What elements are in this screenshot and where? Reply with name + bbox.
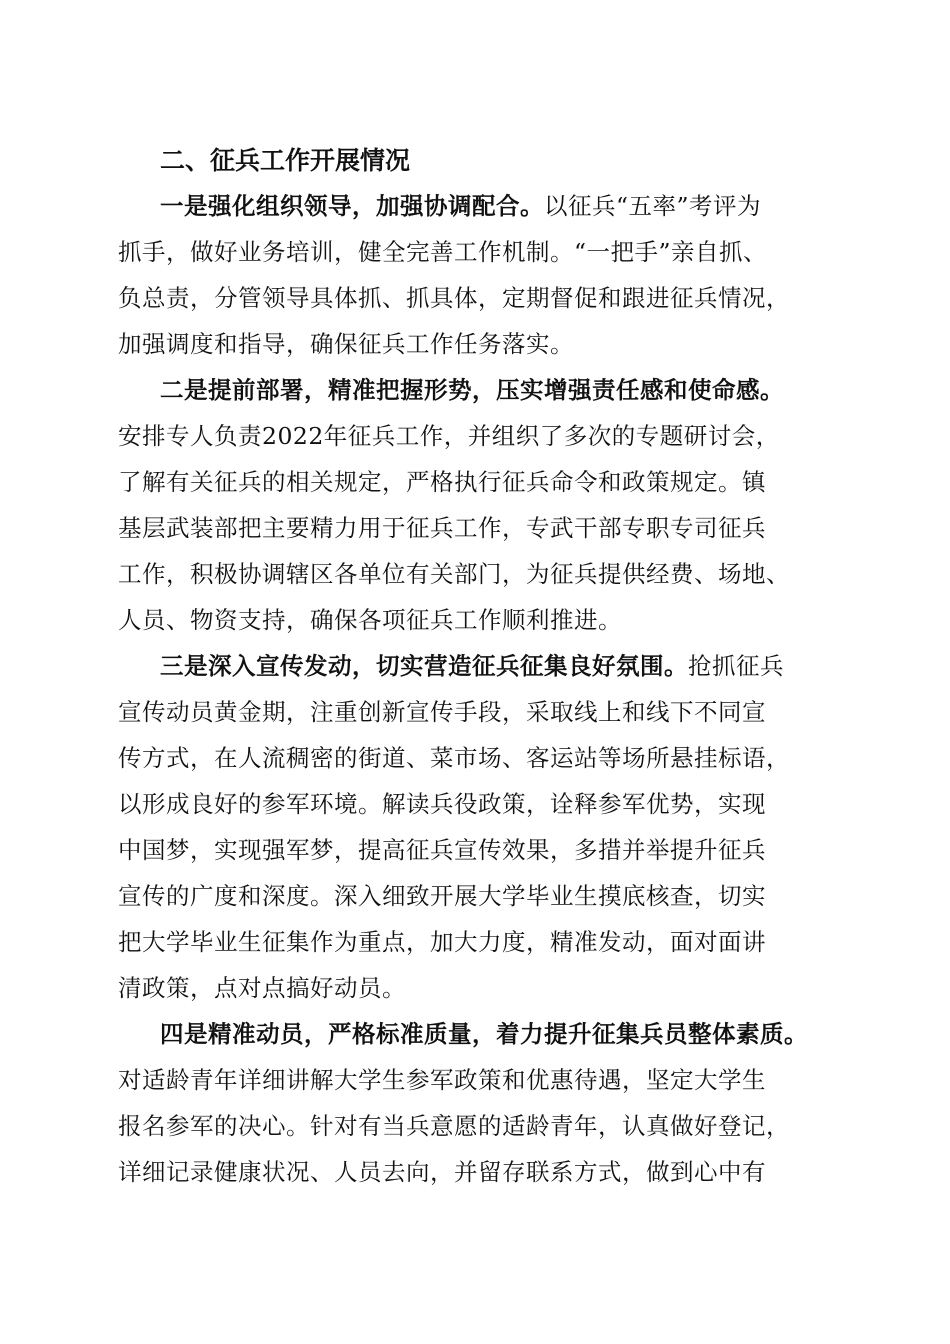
paragraph-1-text: 以征兵“五率”考评为 [544,192,762,220]
paragraph-4-line-4: 详细记录健康状况、人员去向，并留存联系方式，做到心中有 [118,1158,766,1186]
paragraph-4-line-3: 报名参军的决心。针对有当兵意愿的适龄青年，认真做好登记， [118,1112,790,1140]
paragraph-4-line-1 [160,1014,880,1054]
paragraph-2-lead: 二是提前部署，精准把握形势，压实增强责任感和使命感。 [160,376,784,404]
paragraph-1-line-4: 加强调度和指导，确保征兵工作任务落实。 [118,330,574,358]
paragraph-3-line-2: 宣传动员黄金期，注重创新宣传手段，采取线上和线下不同宣 [118,698,766,726]
paragraph-3-line-7: 把大学毕业生征集作为重点，加大力度，精准发动，面对面讲 [118,928,766,956]
paragraph-2-line-3: 了解有关征兵的相关规定，严格执行征兵命令和政策规定。镇 [118,468,766,496]
paragraph-2-line-6: 人员、物资支持，确保各项征兵工作顺利推进。 [118,606,622,634]
paragraph-3-line-5: 中国梦，实现强军梦，提高征兵宣传效果，多措并举提升征兵 [118,836,766,864]
paragraph-1-line-2: 抓手，做好业务培训，健全完善工作机制。“一把手”亲自抓、 [118,238,768,266]
paragraph-3-line-6: 宣传的广度和深度。深入细致开展大学毕业生摸底核查，切实 [118,882,766,910]
paragraph-3-line-3: 传方式，在人流稠密的街道、菜市场、客运站等场所悬挂标语， [118,744,790,772]
paragraph-4-lead: 四是精准动员，严格标准质量，着力提升征集兵员整体素质。 [160,1020,808,1048]
paragraph-3-lead: 三是深入宣传发动，切实营造征兵征集良好氛围。 [160,652,688,680]
paragraph-2-line-5: 工作，积极协调辖区各单位有关部门，为征兵提供经费、场地、 [118,560,790,588]
paragraph-3-line-8: 清政策，点对点搞好动员。 [118,974,406,1002]
paragraph-2-line-1 [160,370,880,410]
paragraph-1-line-3: 负总责，分管领导具体抓、抓具体，定期督促和跟进征兵情况， [118,284,790,312]
paragraph-1-line-1 [160,186,880,226]
paragraph-3-line-4: 以形成良好的参军环境。解读兵役政策，诠释参军优势，实现 [118,790,766,818]
section-heading: 二、征兵工作开展情况 [160,146,411,175]
paragraph-2-line-4: 基层武装部把主要精力用于征兵工作，专武干部专职专司征兵 [118,514,766,542]
paragraph-3-text: 抢抓征兵 [688,652,784,680]
paragraph-4-line-2: 对适龄青年详细讲解大学生参军政策和优惠待遇，坚定大学生 [118,1066,766,1094]
paragraph-2-line-2: 安排专人负责2022年征兵工作，并组织了多次的专题研讨会， [118,422,780,450]
paragraph-1-lead: 一是强化组织领导，加强协调配合。 [160,192,544,220]
paragraph-3-line-1 [160,646,880,686]
